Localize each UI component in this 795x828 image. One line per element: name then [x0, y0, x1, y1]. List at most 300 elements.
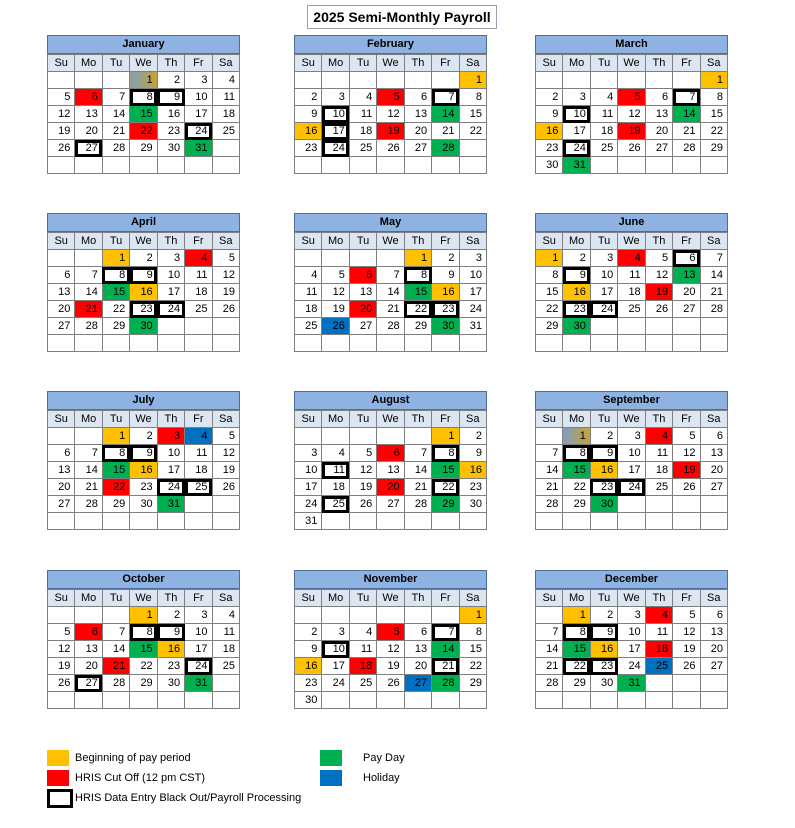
empty-cell: [536, 428, 563, 445]
day-cell: 18: [295, 301, 322, 318]
day-cell: 25: [349, 140, 376, 157]
day-cell: 10: [157, 267, 184, 284]
month-name: March: [535, 35, 728, 54]
empty-cell: [102, 607, 129, 624]
day-cell: 23: [157, 123, 184, 140]
weekday-header: Fr: [673, 55, 700, 72]
day-cell: 27: [404, 675, 431, 692]
day-cell: 8: [404, 267, 431, 284]
empty-cell: [536, 692, 563, 709]
weekday-header: Su: [536, 233, 563, 250]
day-cell: 11: [618, 267, 645, 284]
day-cell: 3: [157, 250, 184, 267]
weekday-header: Th: [157, 55, 184, 72]
day-cell: 2: [295, 89, 322, 106]
day-cell: 14: [673, 106, 700, 123]
day-cell: 2: [432, 250, 459, 267]
empty-cell: [322, 250, 349, 267]
day-cell: 5: [212, 250, 239, 267]
day-cell: 17: [618, 462, 645, 479]
day-cell: 29: [700, 140, 727, 157]
weekday-header: Sa: [212, 411, 239, 428]
day-cell: 5: [618, 89, 645, 106]
day-cell: 26: [673, 479, 700, 496]
empty-cell: [48, 428, 75, 445]
day-cell: 24: [157, 479, 184, 496]
month-may: [294, 213, 487, 352]
weekday-header: Th: [404, 590, 431, 607]
legend-label-cutoff: HRIS Cut Off (12 pm CST): [75, 772, 205, 784]
day-cell: 20: [75, 658, 102, 675]
day-cell: 8: [459, 624, 486, 641]
day-cell: 16: [590, 641, 617, 658]
legend-label-payday: Pay Day: [363, 752, 405, 764]
day-cell: 31: [185, 140, 212, 157]
weekday-header: Th: [157, 411, 184, 428]
day-cell: 6: [404, 89, 431, 106]
day-cell: 10: [295, 462, 322, 479]
weekday-header: Su: [48, 55, 75, 72]
weekday-header: Th: [645, 55, 672, 72]
empty-cell: [700, 675, 727, 692]
empty-cell: [322, 607, 349, 624]
empty-cell: [432, 335, 459, 352]
empty-cell: [295, 72, 322, 89]
weekday-header: We: [618, 411, 645, 428]
weekday-header: Su: [295, 55, 322, 72]
empty-cell: [377, 72, 404, 89]
day-cell: 13: [75, 106, 102, 123]
weekday-header: Tu: [102, 411, 129, 428]
day-cell: 29: [432, 496, 459, 513]
weekday-header: Sa: [459, 55, 486, 72]
day-cell: 24: [618, 658, 645, 675]
day-cell: 20: [48, 479, 75, 496]
day-cell: 23: [590, 479, 617, 496]
day-cell: 30: [130, 496, 157, 513]
empty-cell: [536, 513, 563, 530]
weekday-header: We: [130, 233, 157, 250]
empty-cell: [295, 157, 322, 174]
day-cell: 26: [618, 140, 645, 157]
day-cell: 30: [130, 318, 157, 335]
empty-cell: [536, 607, 563, 624]
month-name: December: [535, 570, 728, 589]
day-cell: 30: [157, 140, 184, 157]
day-cell: 27: [75, 675, 102, 692]
day-cell: 15: [459, 106, 486, 123]
day-cell: 5: [48, 624, 75, 641]
day-cell: 29: [404, 318, 431, 335]
day-cell: 23: [590, 658, 617, 675]
day-cell: 9: [536, 106, 563, 123]
day-cell: 23: [536, 140, 563, 157]
empty-cell: [536, 72, 563, 89]
day-cell: 21: [102, 658, 129, 675]
day-cell: 18: [212, 106, 239, 123]
day-cell: 17: [563, 123, 590, 140]
weekday-header: Tu: [590, 55, 617, 72]
weekday-header: Sa: [212, 55, 239, 72]
weekday-header: Fr: [185, 590, 212, 607]
weekday-header: Sa: [700, 590, 727, 607]
empty-cell: [404, 607, 431, 624]
day-cell: 2: [459, 428, 486, 445]
day-cell: 2: [157, 72, 184, 89]
weekday-header: Mo: [75, 55, 102, 72]
day-cell: 15: [130, 641, 157, 658]
day-cell: 3: [590, 250, 617, 267]
day-cell: 1: [563, 428, 590, 445]
day-cell: 9: [157, 624, 184, 641]
day-cell: 23: [295, 675, 322, 692]
empty-cell: [377, 335, 404, 352]
empty-cell: [404, 72, 431, 89]
day-cell: 16: [536, 123, 563, 140]
empty-cell: [102, 692, 129, 709]
day-cell: 20: [673, 284, 700, 301]
day-cell: 21: [404, 479, 431, 496]
day-cell: 19: [48, 123, 75, 140]
day-cell: 11: [212, 624, 239, 641]
day-cell: 13: [377, 462, 404, 479]
day-cell: 13: [75, 641, 102, 658]
day-cell: 27: [404, 140, 431, 157]
day-cell: 18: [645, 462, 672, 479]
day-cell: 15: [102, 284, 129, 301]
day-cell: 9: [295, 106, 322, 123]
weekday-header: Th: [157, 590, 184, 607]
day-cell: 25: [349, 675, 376, 692]
weekday-header: Tu: [349, 233, 376, 250]
day-cell: 31: [563, 157, 590, 174]
empty-cell: [645, 513, 672, 530]
empty-cell: [618, 692, 645, 709]
day-cell: 25: [322, 496, 349, 513]
day-cell: 19: [212, 462, 239, 479]
weekday-header: Tu: [102, 233, 129, 250]
day-cell: 24: [563, 140, 590, 157]
weekday-header: We: [377, 590, 404, 607]
day-cell: 6: [404, 624, 431, 641]
weekday-header: Tu: [590, 411, 617, 428]
empty-cell: [130, 513, 157, 530]
day-cell: 27: [75, 140, 102, 157]
empty-cell: [212, 513, 239, 530]
empty-cell: [377, 157, 404, 174]
weekday-header: Mo: [322, 55, 349, 72]
empty-cell: [102, 72, 129, 89]
day-cell: 4: [185, 250, 212, 267]
day-cell: 10: [563, 106, 590, 123]
empty-cell: [404, 335, 431, 352]
empty-cell: [212, 318, 239, 335]
day-cell: 6: [48, 445, 75, 462]
empty-cell: [349, 250, 376, 267]
day-cell: 24: [459, 301, 486, 318]
day-cell: 2: [130, 250, 157, 267]
day-cell: 28: [673, 140, 700, 157]
weekday-header: Su: [295, 590, 322, 607]
day-cell: 14: [536, 462, 563, 479]
empty-cell: [212, 692, 239, 709]
weekday-header: Th: [157, 233, 184, 250]
empty-cell: [295, 607, 322, 624]
weekday-header: Fr: [432, 233, 459, 250]
day-cell: 22: [459, 658, 486, 675]
empty-cell: [212, 140, 239, 157]
day-cell: 15: [536, 284, 563, 301]
empty-cell: [536, 335, 563, 352]
day-cell: 27: [48, 496, 75, 513]
day-cell: 31: [157, 496, 184, 513]
empty-cell: [563, 692, 590, 709]
empty-cell: [377, 513, 404, 530]
day-cell: 28: [536, 675, 563, 692]
day-cell: 28: [102, 675, 129, 692]
day-cell: 1: [563, 607, 590, 624]
day-cell: 8: [563, 624, 590, 641]
empty-cell: [349, 607, 376, 624]
weekday-header: Mo: [322, 590, 349, 607]
day-cell: 12: [212, 267, 239, 284]
day-cell: 19: [645, 284, 672, 301]
empty-cell: [618, 513, 645, 530]
empty-cell: [212, 157, 239, 174]
day-cell: 16: [130, 462, 157, 479]
day-cell: 3: [563, 89, 590, 106]
month-name: September: [535, 391, 728, 410]
day-cell: 1: [130, 72, 157, 89]
empty-cell: [157, 318, 184, 335]
day-cell: 6: [48, 267, 75, 284]
empty-cell: [185, 496, 212, 513]
empty-cell: [212, 335, 239, 352]
empty-cell: [459, 335, 486, 352]
day-cell: 12: [212, 445, 239, 462]
day-cell: 8: [432, 445, 459, 462]
empty-cell: [700, 318, 727, 335]
day-cell: 7: [75, 445, 102, 462]
day-cell: 16: [295, 658, 322, 675]
weekday-header: Th: [404, 233, 431, 250]
day-cell: 29: [563, 496, 590, 513]
day-cell: 14: [377, 284, 404, 301]
day-cell: 29: [130, 675, 157, 692]
empty-cell: [48, 692, 75, 709]
day-cell: 1: [102, 250, 129, 267]
day-cell: 25: [185, 301, 212, 318]
day-cell: 22: [563, 479, 590, 496]
day-cell: 28: [432, 140, 459, 157]
empty-cell: [404, 513, 431, 530]
day-cell: 30: [590, 496, 617, 513]
empty-cell: [349, 72, 376, 89]
day-cell: 24: [157, 301, 184, 318]
day-cell: 21: [377, 301, 404, 318]
weekday-header: Mo: [322, 411, 349, 428]
empty-cell: [673, 318, 700, 335]
day-cell: 19: [322, 301, 349, 318]
day-cell: 25: [645, 658, 672, 675]
weekday-header: We: [377, 55, 404, 72]
day-cell: 12: [618, 106, 645, 123]
day-cell: 15: [404, 284, 431, 301]
day-cell: 30: [590, 675, 617, 692]
day-cell: 6: [645, 89, 672, 106]
month-name: January: [47, 35, 240, 54]
day-cell: 19: [618, 123, 645, 140]
weekday-header: Tu: [349, 411, 376, 428]
day-cell: 31: [618, 675, 645, 692]
day-cell: 6: [75, 89, 102, 106]
empty-cell: [673, 496, 700, 513]
empty-cell: [377, 607, 404, 624]
empty-cell: [590, 513, 617, 530]
day-cell: 26: [645, 301, 672, 318]
weekday-header: Mo: [75, 590, 102, 607]
weekday-header: Sa: [700, 233, 727, 250]
day-cell: 6: [700, 607, 727, 624]
day-cell: 20: [48, 301, 75, 318]
empty-cell: [618, 496, 645, 513]
month-march: [535, 35, 728, 174]
day-cell: 16: [157, 641, 184, 658]
day-cell: 14: [536, 641, 563, 658]
weekday-header: Su: [48, 233, 75, 250]
weekday-header: Th: [404, 55, 431, 72]
weekday-header: Mo: [75, 411, 102, 428]
day-cell: 18: [349, 123, 376, 140]
empty-cell: [322, 428, 349, 445]
empty-cell: [432, 607, 459, 624]
day-cell: 24: [295, 496, 322, 513]
weekday-header: Sa: [459, 233, 486, 250]
day-cell: 11: [295, 284, 322, 301]
empty-cell: [157, 335, 184, 352]
day-cell: 28: [75, 496, 102, 513]
legend-swatch-payday: [320, 750, 342, 766]
empty-cell: [700, 692, 727, 709]
day-cell: 15: [130, 106, 157, 123]
empty-cell: [645, 157, 672, 174]
day-cell: 22: [130, 123, 157, 140]
day-cell: 15: [563, 462, 590, 479]
day-cell: 6: [75, 624, 102, 641]
day-cell: 5: [377, 89, 404, 106]
day-cell: 10: [157, 445, 184, 462]
empty-cell: [75, 607, 102, 624]
day-cell: 13: [404, 106, 431, 123]
legend-swatch-holiday: [320, 770, 342, 786]
day-cell: 22: [404, 301, 431, 318]
day-cell: 9: [432, 267, 459, 284]
day-cell: 20: [404, 123, 431, 140]
day-cell: 16: [590, 462, 617, 479]
day-cell: 15: [700, 106, 727, 123]
day-cell: 22: [102, 301, 129, 318]
day-cell: 5: [673, 428, 700, 445]
day-cell: 24: [322, 675, 349, 692]
empty-cell: [349, 513, 376, 530]
weekday-header: Fr: [432, 411, 459, 428]
empty-cell: [590, 157, 617, 174]
day-cell: 18: [349, 658, 376, 675]
day-cell: 4: [645, 428, 672, 445]
day-cell: 28: [377, 318, 404, 335]
day-cell: 25: [590, 140, 617, 157]
empty-cell: [700, 496, 727, 513]
day-cell: 9: [130, 267, 157, 284]
day-cell: 8: [102, 445, 129, 462]
day-cell: 14: [700, 267, 727, 284]
weekday-header: We: [130, 411, 157, 428]
day-cell: 5: [212, 428, 239, 445]
day-cell: 18: [618, 284, 645, 301]
day-cell: 8: [130, 89, 157, 106]
day-cell: 26: [377, 140, 404, 157]
day-cell: 4: [322, 445, 349, 462]
empty-cell: [645, 335, 672, 352]
day-cell: 28: [404, 496, 431, 513]
day-cell: 14: [102, 106, 129, 123]
day-cell: 28: [102, 140, 129, 157]
month-name: August: [294, 391, 487, 410]
empty-cell: [295, 250, 322, 267]
day-cell: 24: [590, 301, 617, 318]
day-cell: 5: [349, 445, 376, 462]
day-cell: 3: [322, 624, 349, 641]
month-june: [535, 213, 728, 352]
day-cell: 19: [673, 641, 700, 658]
day-cell: 31: [459, 318, 486, 335]
empty-cell: [377, 250, 404, 267]
day-cell: 4: [590, 89, 617, 106]
empty-cell: [322, 513, 349, 530]
day-cell: 17: [185, 641, 212, 658]
day-cell: 16: [563, 284, 590, 301]
day-cell: 30: [157, 675, 184, 692]
day-cell: 3: [459, 250, 486, 267]
day-cell: 20: [404, 658, 431, 675]
day-cell: 17: [322, 658, 349, 675]
day-cell: 27: [700, 479, 727, 496]
day-cell: 25: [295, 318, 322, 335]
day-cell: 1: [432, 428, 459, 445]
empty-cell: [322, 157, 349, 174]
empty-cell: [563, 335, 590, 352]
weekday-header: Sa: [700, 55, 727, 72]
day-cell: 26: [212, 479, 239, 496]
day-cell: 11: [212, 89, 239, 106]
day-cell: 23: [432, 301, 459, 318]
day-cell: 11: [590, 106, 617, 123]
empty-cell: [185, 513, 212, 530]
day-cell: 24: [322, 140, 349, 157]
month-name: June: [535, 213, 728, 232]
weekday-header: We: [130, 590, 157, 607]
empty-cell: [590, 72, 617, 89]
day-cell: 2: [563, 250, 590, 267]
empty-cell: [102, 157, 129, 174]
day-cell: 7: [536, 445, 563, 462]
day-cell: 14: [75, 284, 102, 301]
day-cell: 17: [459, 284, 486, 301]
day-cell: 3: [157, 428, 184, 445]
day-cell: 13: [349, 284, 376, 301]
day-cell: 8: [536, 267, 563, 284]
day-cell: 26: [48, 675, 75, 692]
